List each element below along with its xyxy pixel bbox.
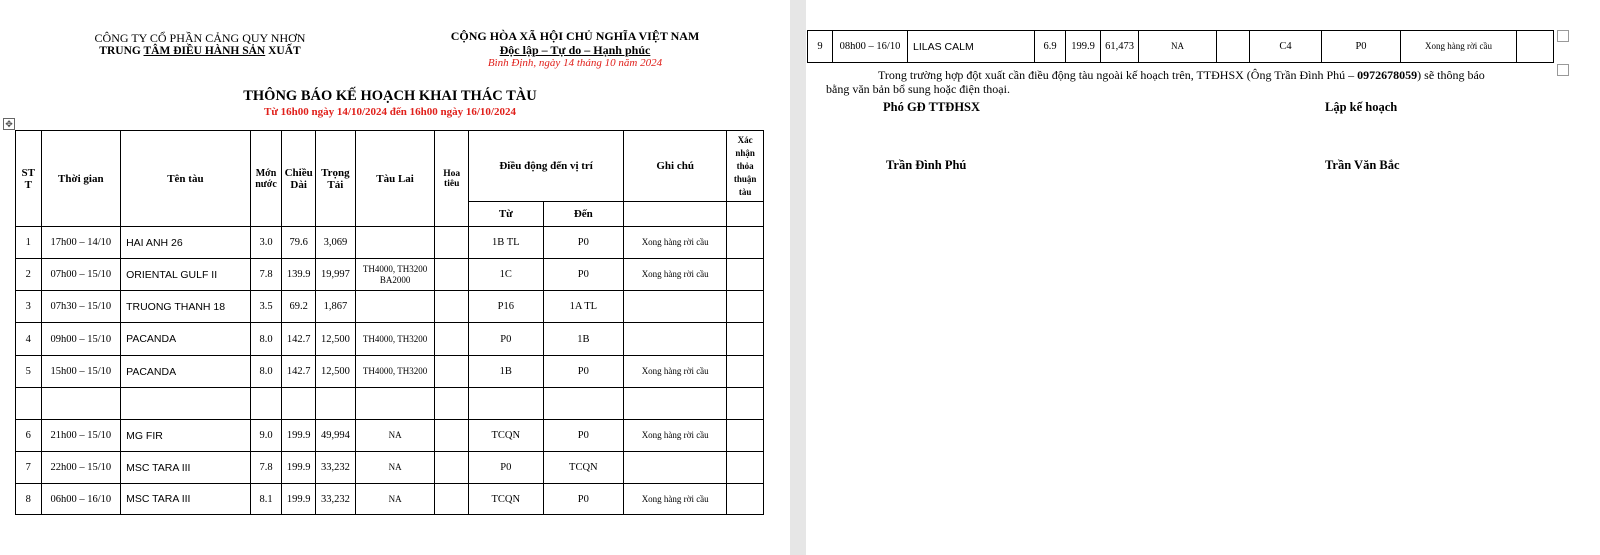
cell-from: P0 <box>469 323 543 356</box>
cell-to: P0 <box>1322 31 1401 63</box>
cell-to: TCQN <box>543 452 624 484</box>
notice-text-1: Trong trường hợp đột xuất cần điều động tàu ngoài kế hoạch trên, TTĐHSX (Ông Trần Đình Phú – <box>878 68 1358 82</box>
page-title: THÔNG BÁO KẾ HOẠCH KHAI THÁC TÀU <box>243 88 537 104</box>
cell-pilot <box>1217 31 1250 63</box>
document-date: Bình Định, ngày 14 tháng 10 năm 2024 <box>487 57 663 69</box>
cell-name: HAI ANH 26 <box>121 227 251 259</box>
phone-number: 0972678059 <box>1357 68 1418 82</box>
document-page-1 <box>0 0 790 555</box>
notice-text-2: ) sẽ thông báo <box>1417 68 1485 82</box>
cell-from: P0 <box>469 452 543 484</box>
cell-name: LILAS CALM <box>908 31 1035 63</box>
cell-to: P0 <box>543 356 624 388</box>
cell-length: 199.9 <box>282 420 316 452</box>
cell-tug: NA <box>355 452 435 484</box>
cell-time: 06h00 – 16/10 <box>41 484 121 515</box>
national-header <box>400 30 750 70</box>
schedule-table <box>15 130 764 515</box>
cell-time: 17h00 – 14/10 <box>41 227 121 259</box>
country-name: CỘNG HÒA XÃ HỘI CHỦ NGHĨA VIỆT NAM <box>450 29 700 43</box>
header-move: Điều động đến vị trí <box>469 131 624 202</box>
header-tonnage: Trọng Tải <box>315 131 355 227</box>
cell-confirm <box>727 323 764 356</box>
cell-name: MSC TARA III <box>121 452 251 484</box>
cell-dwt: 3,069 <box>315 227 355 259</box>
cell-to: P0 <box>543 259 624 291</box>
cell-name: PACANDA <box>121 356 251 388</box>
schedule-table-continued <box>807 30 1554 63</box>
cell-note <box>624 323 727 356</box>
cell-note: Xong hàng rời cầu <box>624 356 727 388</box>
cell-dwt: 12,500 <box>315 323 355 356</box>
cell-pilot <box>435 227 469 259</box>
cell-stt: 5 <box>16 356 42 388</box>
cell-note <box>624 388 727 420</box>
cell-length: 199.9 <box>282 452 316 484</box>
cell-to: 1A TL <box>543 291 624 323</box>
header-note-sub <box>624 202 727 227</box>
cell-confirm <box>727 356 764 388</box>
cell-dwt: 12,500 <box>315 356 355 388</box>
cell-to <box>543 388 624 420</box>
cell-from: TCQN <box>469 420 543 452</box>
cell-name: TRUONG THANH 18 <box>121 291 251 323</box>
cell-note <box>624 452 727 484</box>
cell-name: ORIENTAL GULF II <box>121 259 251 291</box>
header-ship-name: Tên tàu <box>121 131 251 227</box>
signature-right-name: Trần Văn Bắc <box>1325 158 1400 172</box>
cell-draft: 7.8 <box>250 452 282 484</box>
cell-stt: 2 <box>16 259 42 291</box>
table-row <box>808 31 1554 63</box>
cell-to: P0 <box>543 420 624 452</box>
signature-right-title: Lập kế hoạch <box>1325 100 1398 114</box>
notice-line-2: bằng văn bản bổ sung hoặc điện thoại. <box>826 82 1010 96</box>
cell-note: Xong hàng rời cầu <box>624 484 727 515</box>
department-name: TRUNG TÂM ĐIỀU HÀNH SẢN XUẤT <box>99 45 301 57</box>
cell-confirm <box>1517 31 1554 63</box>
cell-time: 07h00 – 15/10 <box>41 259 121 291</box>
cell-confirm <box>727 484 764 515</box>
table-header-row <box>16 131 764 202</box>
cell-length: 69.2 <box>282 291 316 323</box>
signature-left-title: Phó GĐ TTĐHSX <box>883 100 981 114</box>
document-page-2 <box>806 0 1600 555</box>
cell-stt: 7 <box>16 452 42 484</box>
cell-confirm <box>727 291 764 323</box>
cell-pilot <box>435 388 469 420</box>
cell-stt: 8 <box>16 484 42 515</box>
cell-dwt: 33,232 <box>315 484 355 515</box>
cell-time: 07h30 – 15/10 <box>41 291 121 323</box>
cell-name: MG FIR <box>121 420 251 452</box>
cell-pilot <box>435 420 469 452</box>
cell-from: TCQN <box>469 484 543 515</box>
table-row <box>16 484 764 515</box>
header-length: Chiều Dài <box>282 131 316 227</box>
cell-to: P0 <box>543 484 624 515</box>
cell-pilot <box>435 323 469 356</box>
cell-tug <box>355 227 435 259</box>
table-body-continued <box>808 31 1554 63</box>
cell-name: PACANDA <box>121 323 251 356</box>
page-subtitle: Từ 16h00 ngày 14/10/2024 đến 16h00 ngày 16/10/2024 <box>263 106 516 118</box>
cell-from: 1B TL <box>469 227 543 259</box>
cell-tug: TH4000, TH3200 BA2000 <box>355 259 435 291</box>
cell-length: 142.7 <box>282 323 316 356</box>
table-row <box>16 291 764 323</box>
table-row <box>16 323 764 356</box>
margin-marker-icon <box>1557 30 1569 42</box>
cell-tug: TH4000, TH3200 <box>355 356 435 388</box>
cell-pilot <box>435 452 469 484</box>
margin-marker-icon <box>1557 64 1569 76</box>
table-row <box>16 420 764 452</box>
cell-dwt: 49,994 <box>315 420 355 452</box>
table-row <box>16 388 764 420</box>
notice-paragraph <box>826 68 1546 96</box>
cell-length: 79.6 <box>282 227 316 259</box>
cell-time: 15h00 – 15/10 <box>41 356 121 388</box>
table-body <box>16 227 764 515</box>
cell-from: P16 <box>469 291 543 323</box>
header-draft: Mớn nước <box>250 131 282 227</box>
cell-name: MSC TARA III <box>121 484 251 515</box>
notice-line-1 <box>826 68 1546 82</box>
cell-note: Xong hàng rời cầu <box>624 259 727 291</box>
cell-tug: NA <box>1139 31 1217 63</box>
cell-tug <box>355 291 435 323</box>
cell-draft: 3.0 <box>250 227 282 259</box>
cell-note <box>624 291 727 323</box>
cell-pilot <box>435 259 469 291</box>
cell-note: Xong hàng rời cầu <box>624 420 727 452</box>
cell-dwt: 33,232 <box>315 452 355 484</box>
cell-confirm <box>727 452 764 484</box>
move-handle-icon[interactable]: ✥ <box>3 118 15 130</box>
cell-dwt: 61,473 <box>1101 31 1139 63</box>
header-stt: ST T <box>16 131 42 227</box>
cell-from: 1C <box>469 259 543 291</box>
cell-name <box>121 388 251 420</box>
table-row <box>16 356 764 388</box>
cell-dwt <box>315 388 355 420</box>
cell-draft: 8.0 <box>250 356 282 388</box>
header-from: Từ <box>469 202 543 227</box>
company-name: CÔNG TY CỔ PHẦN CẢNG QUY NHƠN <box>94 31 306 45</box>
cell-time: 22h00 – 15/10 <box>41 452 121 484</box>
cell-to: P0 <box>543 227 624 259</box>
cell-draft: 3.5 <box>250 291 282 323</box>
cell-pilot <box>435 356 469 388</box>
company-header <box>55 32 345 58</box>
national-motto: Độc lập – Tự do – Hạnh phúc <box>499 43 651 57</box>
cell-stt <box>16 388 42 420</box>
table-row <box>16 452 764 484</box>
cell-from <box>469 388 543 420</box>
cell-draft: 8.0 <box>250 323 282 356</box>
cell-length: 139.9 <box>282 259 316 291</box>
header-confirm: Xác nhận thỏa thuận tàu <box>727 131 764 202</box>
header-time: Thời gian <box>41 131 121 227</box>
cell-confirm <box>727 259 764 291</box>
cell-stt: 1 <box>16 227 42 259</box>
cell-dwt: 1,867 <box>315 291 355 323</box>
cell-draft: 6.9 <box>1035 31 1066 63</box>
cell-confirm <box>727 388 764 420</box>
cell-tug: NA <box>355 420 435 452</box>
header-note: Ghi chú <box>624 131 727 202</box>
cell-length: 199.9 <box>282 484 316 515</box>
cell-draft: 9.0 <box>250 420 282 452</box>
cell-confirm <box>727 420 764 452</box>
cell-dwt: 19,997 <box>315 259 355 291</box>
signature-left-name: Trần Đình Phú <box>886 158 967 172</box>
cell-time: 08h00 – 16/10 <box>833 31 908 63</box>
table-row <box>16 259 764 291</box>
cell-stt: 3 <box>16 291 42 323</box>
cell-pilot <box>435 291 469 323</box>
cell-time <box>41 388 121 420</box>
cell-tug <box>355 388 435 420</box>
cell-length <box>282 388 316 420</box>
cell-note: Xong hàng rời cầu <box>1401 31 1517 63</box>
cell-stt: 4 <box>16 323 42 356</box>
header-confirm-sub <box>727 202 764 227</box>
cell-tug: TH4000, TH3200 <box>355 323 435 356</box>
header-pilot: Hoa tiêu <box>435 131 469 227</box>
cell-draft: 8.1 <box>250 484 282 515</box>
cell-stt: 9 <box>808 31 833 63</box>
cell-draft <box>250 388 282 420</box>
cell-length: 199.9 <box>1066 31 1101 63</box>
cell-note: Xong hàng rời cầu <box>624 227 727 259</box>
cell-stt: 6 <box>16 420 42 452</box>
cell-time: 09h00 – 15/10 <box>41 323 121 356</box>
cell-time: 21h00 – 15/10 <box>41 420 121 452</box>
cell-from: 1B <box>469 356 543 388</box>
cell-pilot <box>435 484 469 515</box>
cell-draft: 7.8 <box>250 259 282 291</box>
table-row <box>16 227 764 259</box>
cell-tug: NA <box>355 484 435 515</box>
cell-confirm <box>727 227 764 259</box>
cell-from: C4 <box>1250 31 1322 63</box>
header-tug: Tàu Lai <box>355 131 435 227</box>
header-to: Đến <box>543 202 624 227</box>
cell-length: 142.7 <box>282 356 316 388</box>
cell-to: 1B <box>543 323 624 356</box>
